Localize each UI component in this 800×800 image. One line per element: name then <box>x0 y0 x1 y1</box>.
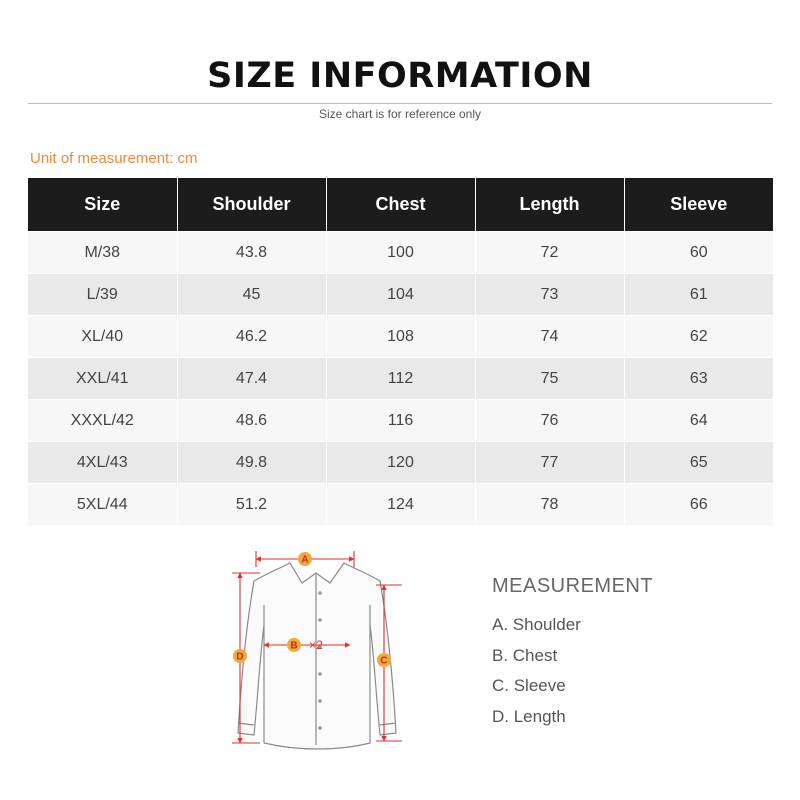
table-row <box>28 232 773 274</box>
table-cell: XL/40 <box>28 316 177 358</box>
column-header: Length <box>475 178 624 232</box>
unit-label: Unit of measurement: cm <box>30 150 198 167</box>
title-divider <box>28 103 772 104</box>
marker-a <box>298 552 312 566</box>
svg-text:D: D <box>236 651 244 663</box>
column-header: Shoulder <box>177 178 326 232</box>
legend-item-shoulder: A. Shoulder <box>492 615 581 634</box>
table-cell: XXXL/42 <box>28 400 177 442</box>
table-cell: L/39 <box>28 274 177 316</box>
table-cell: 74 <box>475 316 624 358</box>
table-cell: 49.8 <box>177 442 326 484</box>
shirt-outline <box>238 563 396 749</box>
table-cell: 124 <box>326 484 475 526</box>
legend-item-chest: B. Chest <box>492 645 558 665</box>
page-subtitle: Size chart is for reference only <box>318 107 482 121</box>
table-row <box>28 316 773 358</box>
table-cell: XXL/41 <box>28 358 177 400</box>
table-cell: 62 <box>624 316 773 358</box>
table-cell: 60 <box>624 232 773 274</box>
table-cell: M/38 <box>28 232 177 274</box>
column-header: Size <box>28 178 177 232</box>
svg-text:B: B <box>290 640 298 652</box>
table-cell: 76 <box>475 400 624 442</box>
table-header-row <box>28 178 773 232</box>
column-header: Chest <box>326 178 475 232</box>
table-cell: 116 <box>326 400 475 442</box>
table-row <box>28 358 773 400</box>
table-row <box>28 400 773 442</box>
svg-text:C: C <box>380 655 388 667</box>
size-table <box>28 178 773 525</box>
table-row <box>28 442 773 484</box>
table-cell: 72 <box>475 232 624 274</box>
marker-d <box>233 649 247 663</box>
table-cell: 45 <box>177 274 326 316</box>
table-row <box>28 274 773 316</box>
table-cell: 73 <box>475 274 624 316</box>
table-cell: 108 <box>326 316 475 358</box>
table-cell: 5XL/44 <box>28 484 177 526</box>
legend-item-length: D. Length <box>492 706 566 726</box>
marker-c <box>377 653 391 667</box>
table-cell: 48.6 <box>177 400 326 442</box>
column-header: Sleeve <box>624 178 773 232</box>
measurement-legend <box>492 615 581 737</box>
table-cell: 66 <box>624 484 773 526</box>
table-cell: 43.8 <box>177 232 326 274</box>
table-cell: 65 <box>624 442 773 484</box>
table-cell: 64 <box>624 400 773 442</box>
table-cell: 75 <box>475 358 624 400</box>
table-cell: 104 <box>326 274 475 316</box>
table-cell: 120 <box>326 442 475 484</box>
table-cell: 46.2 <box>177 316 326 358</box>
table-cell: 77 <box>475 442 624 484</box>
table-cell: 4XL/43 <box>28 442 177 484</box>
measurement-title: MEASUREMENT <box>492 575 654 597</box>
table-row <box>28 484 773 526</box>
page-title: SIZE INFORMATION <box>207 56 593 96</box>
table-cell: 47.4 <box>177 358 326 400</box>
svg-text:A: A <box>301 554 309 566</box>
chest-multiplier: ×2 <box>309 638 323 652</box>
table-cell: 51.2 <box>177 484 326 526</box>
table-cell: 100 <box>326 232 475 274</box>
legend-item-sleeve: C. Sleeve <box>492 676 566 695</box>
table-cell: 63 <box>624 358 773 400</box>
shirt-diagram <box>218 545 418 760</box>
table-cell: 78 <box>475 484 624 526</box>
table-cell: 112 <box>326 358 475 400</box>
table-cell: 61 <box>624 274 773 316</box>
